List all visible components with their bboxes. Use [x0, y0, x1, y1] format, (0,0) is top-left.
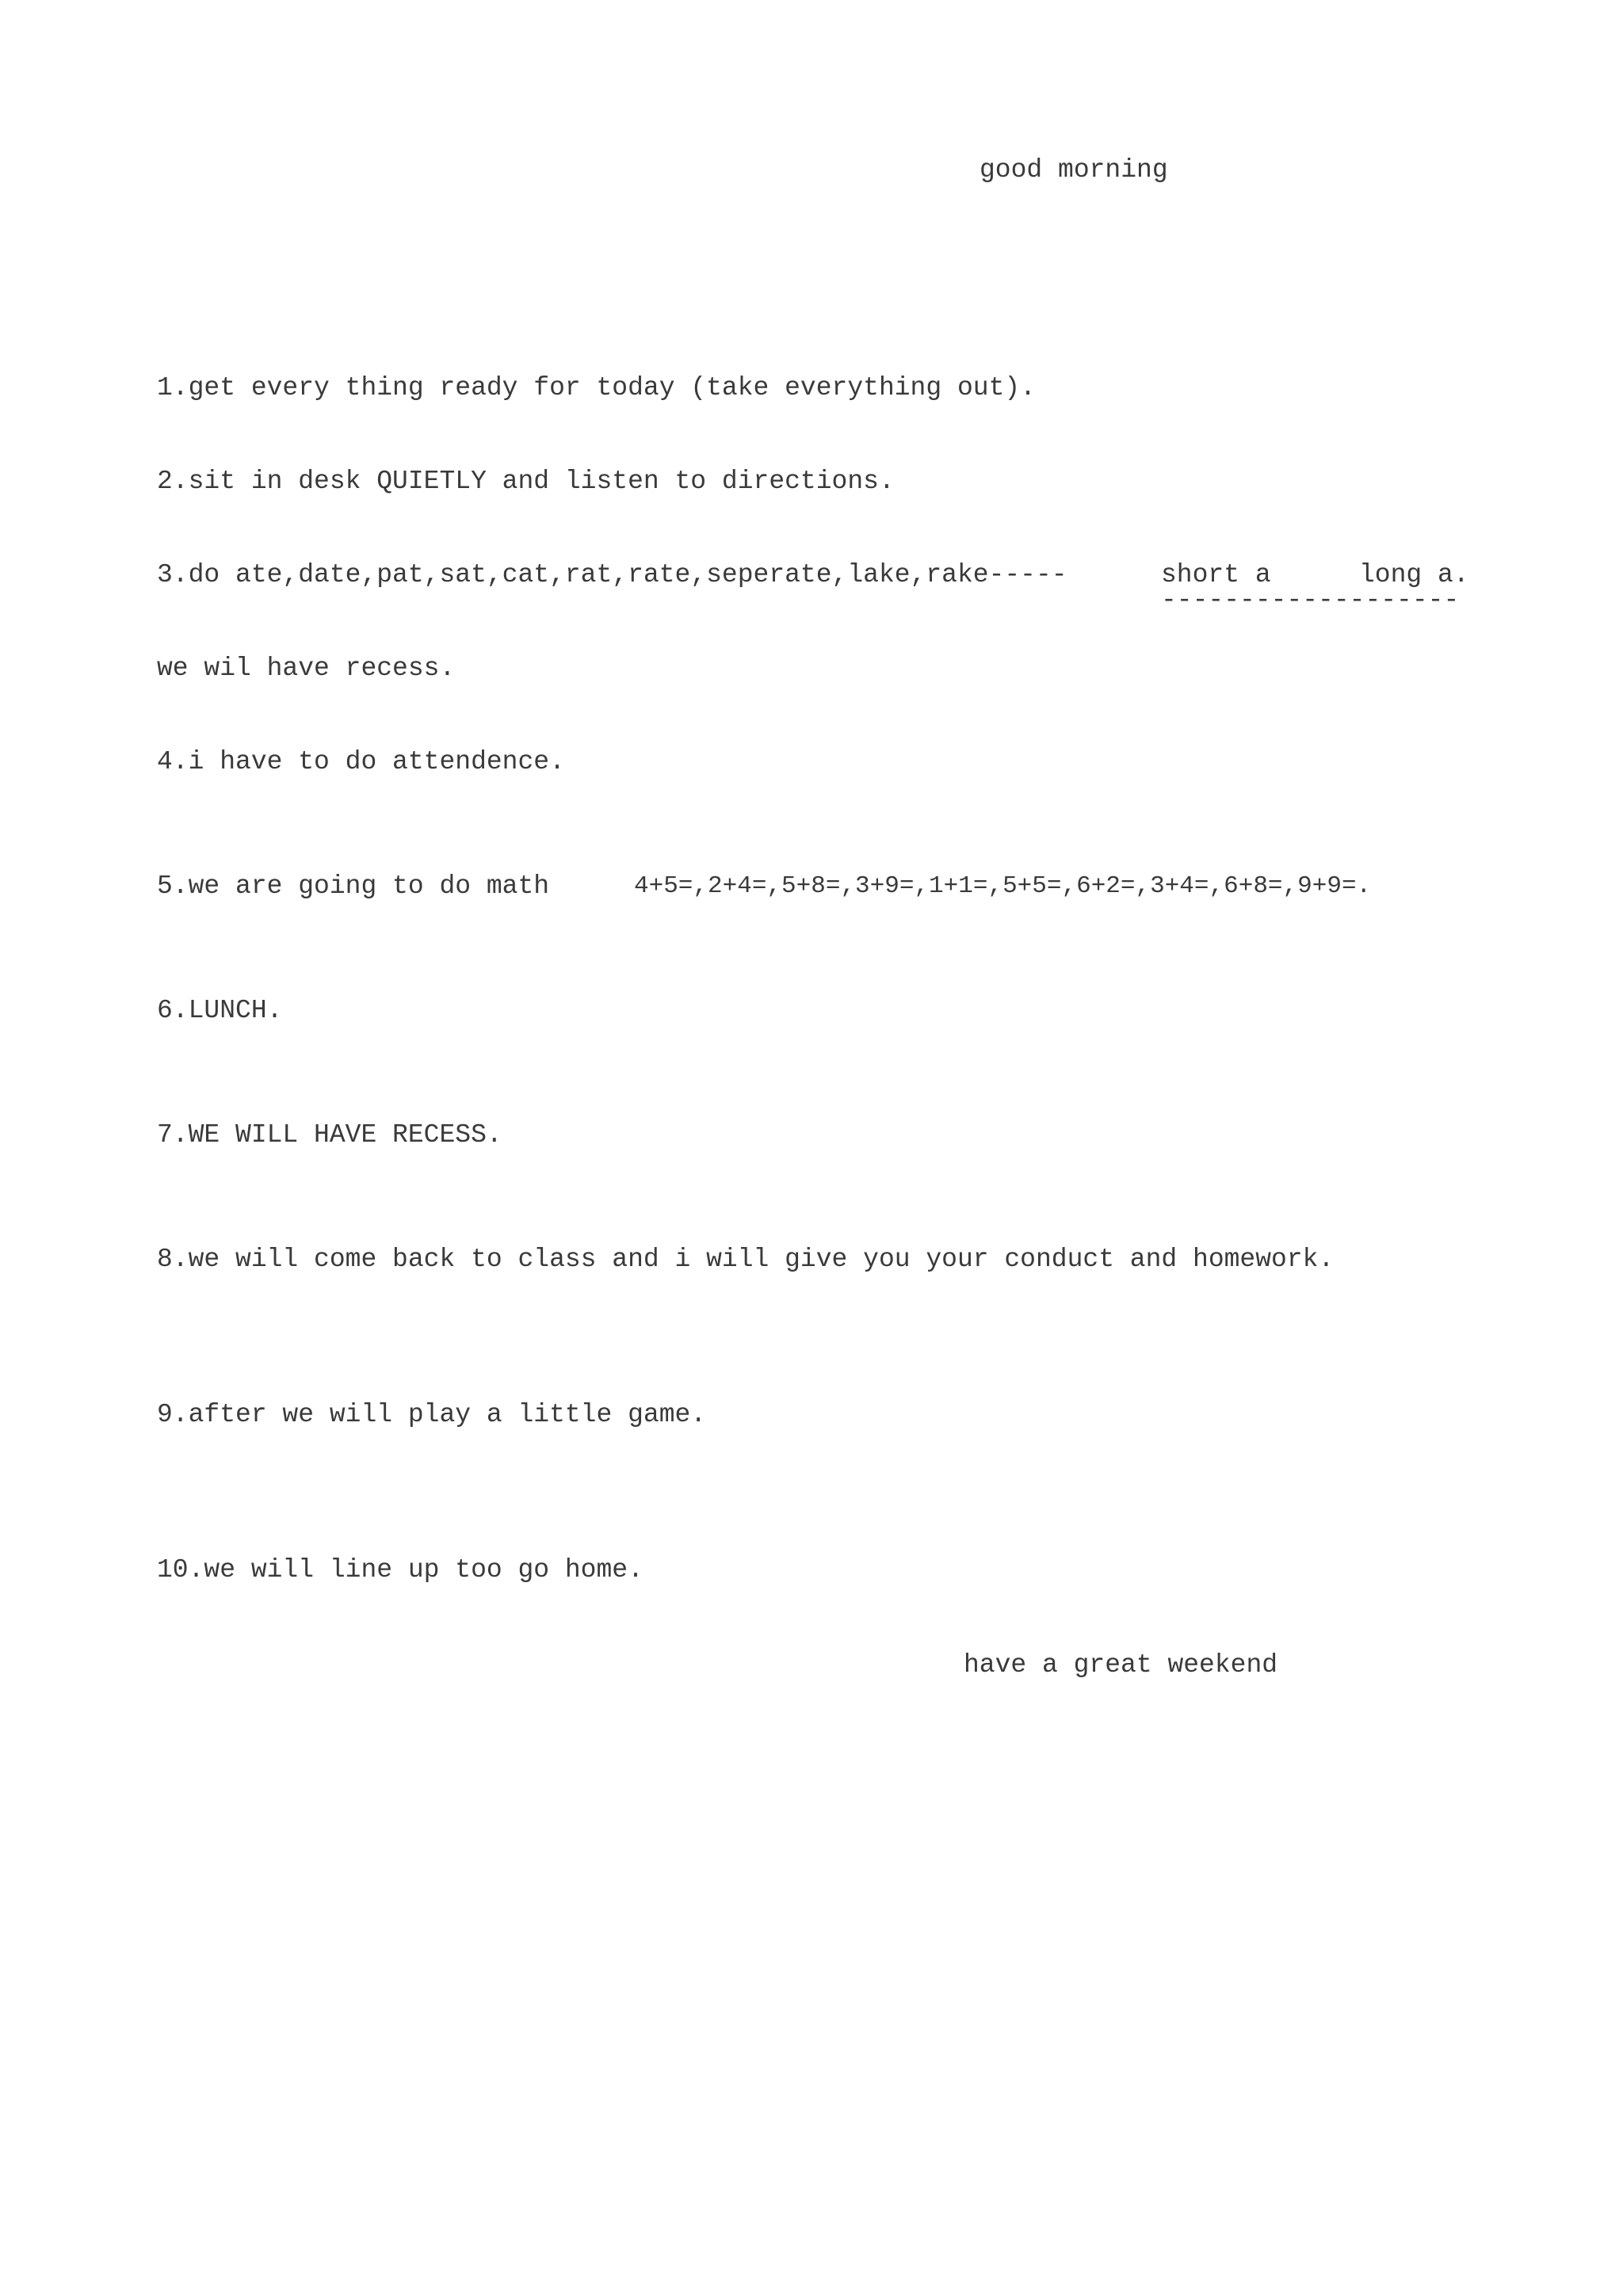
math-problems: 4+5=,2+4=,5+8=,3+9=,1+1=,5+5=,6+2=,3+4=,6+8=,9+9=.	[634, 872, 1372, 900]
greeting-text: good morning	[980, 155, 1168, 185]
list-item-5: 5.we are going to do math	[157, 871, 550, 901]
vowel-sort-rule: -------------------	[1161, 585, 1460, 615]
list-item-6: 6.LUNCH.	[157, 996, 283, 1025]
list-item-recess-note: we wil have recess.	[157, 654, 456, 683]
vowel-sort-header	[1161, 559, 1469, 718]
list-item-2: 2.sit in desk QUIETLY and listen to directions.	[157, 467, 895, 496]
list-item-7: 7.WE WILL HAVE RECESS.	[157, 1120, 502, 1150]
list-item-8: 8.we will come back to class and i will give you your conduct and homework.	[157, 1245, 1335, 1274]
list-item-4: 4.i have to do attendence.	[157, 747, 565, 776]
closing-text: have a great weekend	[964, 1650, 1278, 1680]
short-a-label: short a	[1161, 560, 1271, 589]
list-item-9: 9.after we will play a little game.	[157, 1400, 707, 1429]
list-item-3: 3.do ate,date,pat,sat,cat,rat,rate,seperate,lake,rake-----	[157, 560, 1067, 589]
long-a-label: long a.	[1359, 560, 1469, 589]
list-item-1: 1.get every thing ready for today (take everything out).	[157, 373, 1036, 402]
list-item-10: 10.we will line up too go home.	[157, 1555, 643, 1585]
